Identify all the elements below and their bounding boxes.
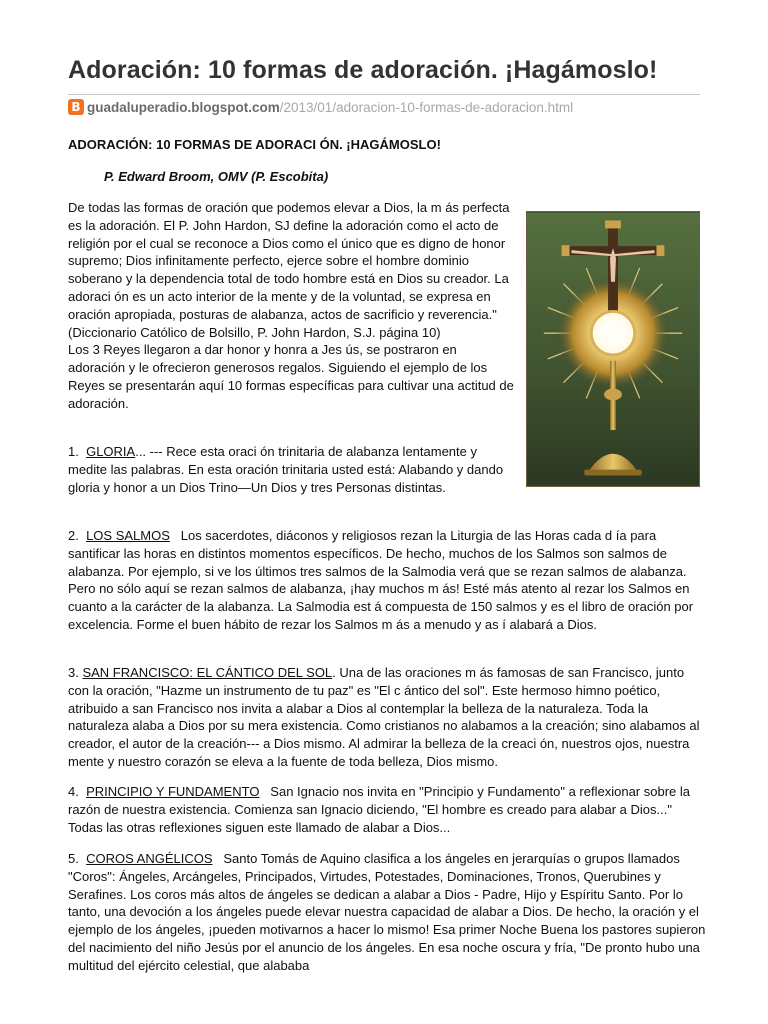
intro-text: De todas las formas de oración que podemos elevar a Dios, la m ás perfecta es la adoración. El P. John Hardon, SJ define la adoración como el acto de religión por el cual se reconoce a Dios como el único que es digno de honor supremo; Dios infinitamente perfecto, ejerce sobre el hombre dominio soberano y la dependencia total de todo hombre está en Dios su creador. La adoraci ón es un acto interior de la mente y de la voluntad, se expresa en oración apropiada, posturas de alabanza, actos de sacrificio y reverencia." (Diccionario Católico de Bolsillo, P. John Hardon, S.J. página 10) <box>68 200 510 340</box>
item-text: Los sacerdotes, diáconos y religiosos rezan la Liturgia de las Horas cada d ía para santificar las horas en distintos momentos específicos. De hecho, muchos de los Salmos son salmos de alabanza. Por ejemplo, si ve los últimos tres salmos de la Salmodia verá que se rezan salmos de alabanza. Pero no sólo aquí se rezan salmos de alabanza, ¡hay muchos m ás! Esté más atento al rezar los Salmos en cuanto a la carácter de la alabanza. La Salmodia est á compuesta de 150 salmos y es el libro de oración por excelencia. Forme el buen hábito de rezar los Salmos m ás a menudo y as í alabará a Dios. <box>68 528 694 632</box>
item-text: . Una de las oraciones m ás famosas de san Francisco, junto con la oración, "Hazme un instrumento de tu paz" es "El c ántico del sol". Este hermoso himno poético, atribuido a san Francisco nos invita a alabar a Dios al contemplar la belleza de la naturaleza. Toda la naturaleza alaba a Dios por su mera existencia. Como cristianos no alabamos a la creación; sino alabamos al creador, el autor de la creación--- a Dios mismo. Al admirar la belleza de la creaci ón, nuestros ojos, nuestra mente y nuestro corazón se eleva a la fuente de toda belleza, Dios mismo. <box>68 665 700 769</box>
page-title: Adoración: 10 formas de adoración. ¡Hagámoslo! <box>68 56 658 84</box>
source-path[interactable]: /2013/01/adoracion-10-formas-de-adoracion.html <box>279 99 574 115</box>
los-salmos-link[interactable]: LOS SALMOS <box>86 528 170 543</box>
item-text: Santo Tomás de Aquino clasifica a los ángeles en jerarquías o grupos llamados "Coros": Ángeles, Arcángeles, Principados, Virtudes, Potestades, Dominaciones, Tronos, Querubines y Serafines. Los coros más altos de ángeles se dedican a alabar a Dios - Padre, Hijo y Espíritu Santo. Por lo tanto, una devoción a los ángeles puede elevar nuestra capacidad de alabar a Dios. De hecho, la oración y el ejemplo de los ángeles, ¡pueden motivarnos a hacer lo mismo! Esa primer Noche Buena los pastores supieron del nacimiento del niño Jesús por el anuncio de los ángeles. En esa noche oscura y fría, "De pronto hubo una multitud del ejército celestial, que alababa <box>68 851 706 973</box>
blogger-icon: B <box>68 99 84 115</box>
san-francisco-link[interactable]: SAN FRANCISCO: EL CÁNTICO DEL SOL <box>82 665 333 680</box>
monstrance-crucifix-image <box>526 211 700 487</box>
list-item-5 <box>68 850 708 975</box>
title-divider <box>68 94 700 95</box>
source-link[interactable] <box>68 98 573 116</box>
gloria-link[interactable]: GLORIA <box>86 444 136 459</box>
list-item-3 <box>68 664 708 771</box>
intro-paragraph <box>68 199 514 413</box>
item-number: 1. <box>68 444 79 459</box>
source-domain[interactable]: guadaluperadio.blogspot.com <box>87 99 280 115</box>
article-heading: ADORACIÓN: 10 FORMAS DE ADORACI ÓN. ¡HAGÁMOSLO! <box>68 137 441 152</box>
item-number: 3. <box>68 665 79 680</box>
coros-angelicos-link[interactable]: COROS ANGÉLICOS <box>86 851 213 866</box>
item-text: San Ignacio nos invita en "Principio y Fundamento" a reflexionar sobre la razón de nuestra existencia. Comienza san Ignacio diciendo, "El hombre es creado para alabar a Dios..." Todas las otras reflexiones siguen este llamado de alabar a Dios... <box>68 784 690 835</box>
list-item-1 <box>68 443 514 496</box>
item-number: 5. <box>68 851 79 866</box>
item-text: ... --- Rece esta oraci ón trinitaria de alabanza lentamente y medite las palabras. En esta oración trinitaria usted está: Alabando y dando gloria y honor a un Dios Trino—Un Dios y tres Personas distintas. <box>68 444 504 495</box>
principio-fundamento-link[interactable]: PRINCIPIO Y FUNDAMENTO <box>86 784 260 799</box>
list-item-2 <box>68 527 708 634</box>
article-author: P. Edward Broom, OMV (P. Escobita) <box>104 169 329 184</box>
list-item-4 <box>68 783 708 836</box>
intro-text-2: Los 3 Reyes llegaron a dar honor y honra a Jes ús, se postraron en adoración y le ofrecieron generosos regalos. Siguiendo el ejemplo de los Reyes se presentarán aquí 10 formas específicas para cultivar una actitud de adoración. <box>68 342 514 411</box>
item-number: 4. <box>68 784 79 799</box>
item-number: 2. <box>68 528 79 543</box>
